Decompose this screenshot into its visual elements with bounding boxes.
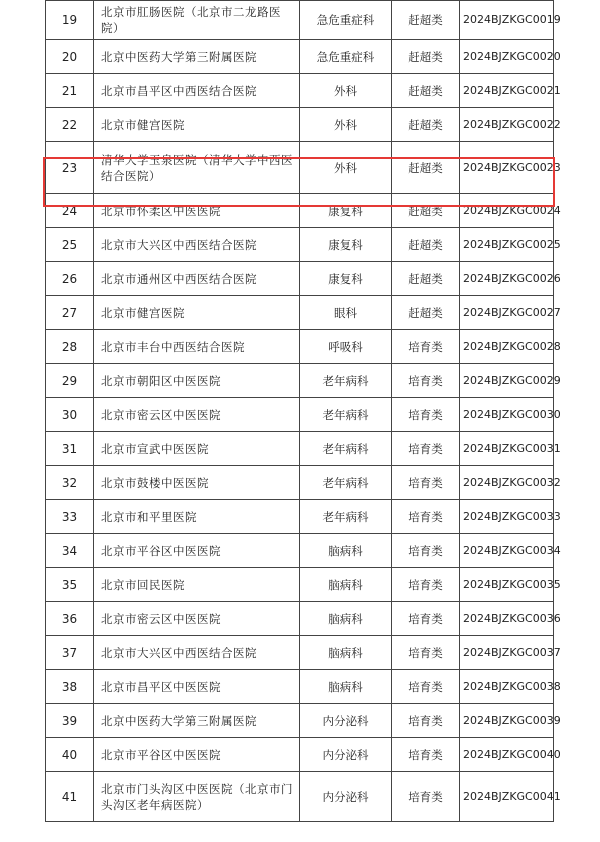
department-cell: 康复科 (300, 194, 392, 228)
row-number-cell: 23 (46, 142, 94, 194)
project-code-cell: 2024BJZKGC0030 (460, 398, 554, 432)
row-number-cell: 36 (46, 602, 94, 636)
table-row (46, 74, 554, 108)
project-code-cell: 2024BJZKGC0035 (460, 568, 554, 602)
category-cell: 赶超类 (392, 194, 460, 228)
table-row (46, 568, 554, 602)
row-number-cell: 29 (46, 364, 94, 398)
department-cell: 老年病科 (300, 432, 392, 466)
category-cell: 赶超类 (392, 296, 460, 330)
row-number-cell: 27 (46, 296, 94, 330)
hospital-name-cell: 北京市鼓楼中医医院 (94, 466, 300, 500)
hospital-name-cell: 北京市昌平区中医医院 (94, 670, 300, 704)
department-cell: 康复科 (300, 228, 392, 262)
table-row (46, 432, 554, 466)
table-row (46, 364, 554, 398)
department-cell: 内分泌科 (300, 738, 392, 772)
row-number-cell: 30 (46, 398, 94, 432)
department-cell: 脑病科 (300, 636, 392, 670)
table-row (46, 636, 554, 670)
hospital-name-cell: 北京市大兴区中西医结合医院 (94, 636, 300, 670)
row-number-cell: 41 (46, 772, 94, 822)
hospital-name-cell: 北京市健宫医院 (94, 296, 300, 330)
table-row (46, 142, 554, 194)
category-cell: 培育类 (392, 670, 460, 704)
row-number-cell: 26 (46, 262, 94, 296)
project-code-cell: 2024BJZKGC0038 (460, 670, 554, 704)
hospital-name-cell: 北京市通州区中西医结合医院 (94, 262, 300, 296)
category-cell: 培育类 (392, 364, 460, 398)
hospital-name-cell: 北京市健宫医院 (94, 108, 300, 142)
row-number-cell: 40 (46, 738, 94, 772)
category-cell: 赶超类 (392, 108, 460, 142)
category-cell: 培育类 (392, 466, 460, 500)
hospital-name-cell: 北京市平谷区中医医院 (94, 534, 300, 568)
table-row (46, 738, 554, 772)
hospital-name-cell: 北京中医药大学第三附属医院 (94, 704, 300, 738)
row-number-cell: 20 (46, 40, 94, 74)
project-code-cell: 2024BJZKGC0039 (460, 704, 554, 738)
department-cell: 老年病科 (300, 500, 392, 534)
category-cell: 培育类 (392, 330, 460, 364)
table-row (46, 262, 554, 296)
hospital-specialty-table (45, 0, 561, 822)
department-cell: 呼吸科 (300, 330, 392, 364)
category-cell: 培育类 (392, 772, 460, 822)
category-cell: 培育类 (392, 602, 460, 636)
project-code-cell: 2024BJZKGC0034 (460, 534, 554, 568)
row-number-cell: 35 (46, 568, 94, 602)
hospital-name-cell: 北京市密云区中医医院 (94, 398, 300, 432)
row-number-cell: 38 (46, 670, 94, 704)
department-cell: 老年病科 (300, 466, 392, 500)
category-cell: 赶超类 (392, 74, 460, 108)
project-code-cell: 2024BJZKGC0024 (460, 194, 554, 228)
category-cell: 培育类 (392, 398, 460, 432)
category-cell: 培育类 (392, 534, 460, 568)
department-cell: 眼科 (300, 296, 392, 330)
category-cell: 培育类 (392, 432, 460, 466)
department-cell: 脑病科 (300, 602, 392, 636)
category-cell: 培育类 (392, 738, 460, 772)
department-cell: 老年病科 (300, 398, 392, 432)
table-row (46, 670, 554, 704)
row-number-cell: 25 (46, 228, 94, 262)
table-row (46, 534, 554, 568)
project-code-cell: 2024BJZKGC0041 (460, 772, 554, 822)
table-row (46, 194, 554, 228)
project-code-cell: 2024BJZKGC0040 (460, 738, 554, 772)
hospital-name-cell: 清华大学玉泉医院（清华大学中西医结合医院） (94, 142, 300, 194)
department-cell: 内分泌科 (300, 704, 392, 738)
hospital-name-cell: 北京市回民医院 (94, 568, 300, 602)
department-cell: 外科 (300, 142, 392, 194)
department-cell: 脑病科 (300, 670, 392, 704)
table-row (46, 704, 554, 738)
project-code-cell: 2024BJZKGC0036 (460, 602, 554, 636)
row-number-cell: 39 (46, 704, 94, 738)
project-code-cell: 2024BJZKGC0023 (460, 142, 554, 194)
project-code-cell: 2024BJZKGC0019 (460, 1, 554, 40)
project-code-cell: 2024BJZKGC0020 (460, 40, 554, 74)
project-code-cell: 2024BJZKGC0031 (460, 432, 554, 466)
department-cell: 外科 (300, 74, 392, 108)
category-cell: 赶超类 (392, 142, 460, 194)
project-code-cell: 2024BJZKGC0026 (460, 262, 554, 296)
table-row (46, 108, 554, 142)
project-code-cell: 2024BJZKGC0027 (460, 296, 554, 330)
project-code-cell: 2024BJZKGC0028 (460, 330, 554, 364)
table-body (46, 1, 561, 822)
category-cell: 赶超类 (392, 228, 460, 262)
hospital-name-cell: 北京市昌平区中西医结合医院 (94, 74, 300, 108)
department-cell: 康复科 (300, 262, 392, 296)
hospital-name-cell: 北京市和平里医院 (94, 500, 300, 534)
project-code-cell: 2024BJZKGC0025 (460, 228, 554, 262)
hospital-name-cell: 北京市平谷区中医医院 (94, 738, 300, 772)
department-cell: 脑病科 (300, 534, 392, 568)
project-code-cell: 2024BJZKGC0021 (460, 74, 554, 108)
category-cell: 培育类 (392, 568, 460, 602)
hospital-name-cell: 北京市宣武中医医院 (94, 432, 300, 466)
category-cell: 赶超类 (392, 262, 460, 296)
department-cell: 老年病科 (300, 364, 392, 398)
table-row (46, 772, 554, 822)
category-cell: 赶超类 (392, 40, 460, 74)
category-cell: 培育类 (392, 636, 460, 670)
department-cell: 内分泌科 (300, 772, 392, 822)
table-row (46, 500, 554, 534)
table-row (46, 40, 554, 74)
hospital-name-cell: 北京市大兴区中西医结合医院 (94, 228, 300, 262)
table-row (46, 296, 554, 330)
row-number-cell: 31 (46, 432, 94, 466)
project-code-cell: 2024BJZKGC0029 (460, 364, 554, 398)
row-number-cell: 24 (46, 194, 94, 228)
table-row (46, 228, 554, 262)
row-number-cell: 21 (46, 74, 94, 108)
hospital-name-cell: 北京市肛肠医院（北京市二龙路医院） (94, 1, 300, 40)
category-cell: 培育类 (392, 500, 460, 534)
project-code-cell: 2024BJZKGC0022 (460, 108, 554, 142)
row-number-cell: 33 (46, 500, 94, 534)
table-row (46, 602, 554, 636)
department-cell: 急危重症科 (300, 40, 392, 74)
department-cell: 急危重症科 (300, 1, 392, 40)
project-code-cell: 2024BJZKGC0037 (460, 636, 554, 670)
hospital-name-cell: 北京中医药大学第三附属医院 (94, 40, 300, 74)
category-cell: 赶超类 (392, 1, 460, 40)
table-row (46, 466, 554, 500)
table-row (46, 330, 554, 364)
category-cell: 培育类 (392, 704, 460, 738)
hospital-name-cell: 北京市怀柔区中医医院 (94, 194, 300, 228)
row-number-cell: 37 (46, 636, 94, 670)
hospital-name-cell: 北京市朝阳区中医医院 (94, 364, 300, 398)
hospital-name-cell: 北京市密云区中医医院 (94, 602, 300, 636)
row-number-cell: 32 (46, 466, 94, 500)
project-code-cell: 2024BJZKGC0032 (460, 466, 554, 500)
hospital-name-cell: 北京市丰台中西医结合医院 (94, 330, 300, 364)
department-cell: 脑病科 (300, 568, 392, 602)
hospital-name-cell: 北京市门头沟区中医医院（北京市门头沟区老年病医院） (94, 772, 300, 822)
row-number-cell: 22 (46, 108, 94, 142)
project-code-cell: 2024BJZKGC0033 (460, 500, 554, 534)
row-number-cell: 34 (46, 534, 94, 568)
table-row (46, 1, 554, 40)
row-number-cell: 19 (46, 1, 94, 40)
department-cell: 外科 (300, 108, 392, 142)
row-number-cell: 28 (46, 330, 94, 364)
table-row (46, 398, 554, 432)
